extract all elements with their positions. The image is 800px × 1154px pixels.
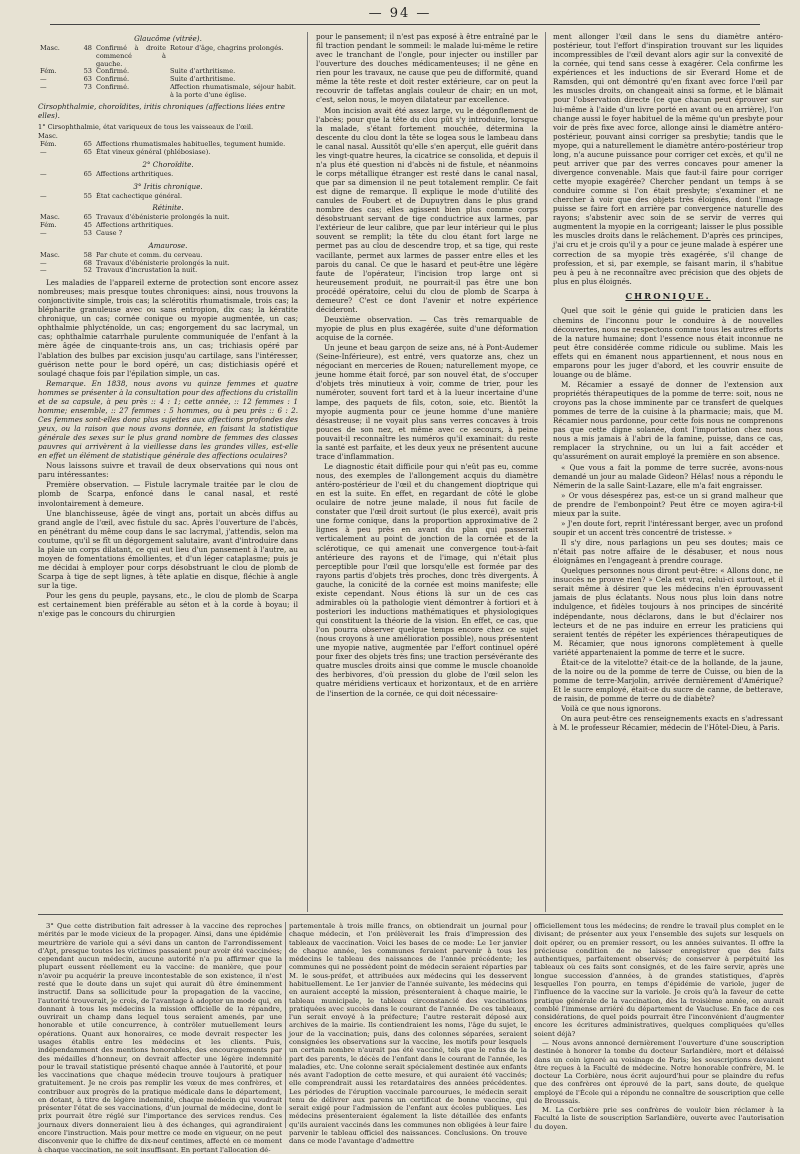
section-rule	[38, 914, 783, 915]
age-cell: 65	[83, 140, 92, 149]
paragraph: Était-ce de la vitelotte? était-ce de la hollande, de la jaune, de la noire ou de la pomme de terre de Cuisse, ou bien de la pomme de terre-Marjolin, arrivée dernièrement d'Amérique? Et le sucre employé, était-ce du sucre de canne, de betterave, de raisin, de pomme de terre ou de diabète?	[553, 657, 783, 704]
note-cell: Suite d'arthritisme.	[170, 67, 236, 76]
paragraph: Quel que soit le génie qui guide le praticien dans les chemins de l'inconnu pour le conduire à de nouvelles découvertes, nous ne respectons comme tous les autres efforts de la nature humaine; dont l'essence nous était inconnue ne peut être considérée comme ridicule ou sublime. Mais les effets qui en émanent nous appartiennent, et nous nous en emparons pour les juger d'abord, et les couvrir ensuite de louange ou de blâme.	[553, 306, 783, 379]
paragraph: 3° Que cette distribution fait adresser à la vaccine des reproches mérités par le mode vicieux de la propager. Ainsi, dans une épidémie meurtrière de variole qui a sévi dans un canton de l'arrondissement d'Apt, presque toutes les victimes passaient pour avoir été vaccinées; cependant aucun médecin, aucune autorité n'a pu affirmer que la plupart eussent réellement eu la vaccine: de manière, que pour n'avoir pu acquérir la preuve incontestable de son existence, il n'est resté que le doute dans un sujet qui aurait dû être éminemment instructif. Dans sa sollicitude pour la propagation de la vaccine, l'autorité trouverait, je crois, de l'avantage à adopter un mode qui, en donnant à tous les médecins la mission officielle de la répandre, ouvrirait un champ dans lequel tous seraient amenés, par une honorable et utile concurrence, à contrôler mutuellement leurs opérations. Quant aux honoraires, ce mode devrait respecter les usages établis entre les médecins et les clients. Puis, indépendamment des mentions honorables, des encouragements par des médailles d'honneur, on devrait affecter une légère indemnité pour le travail statistique présenté chaque année à l'autorité, et pour les vaccinations que chaque médecin trouve toujours à pratiquer gratuitement. Je ne crois pas remplir les vœux de mes confrères, et contribuer aux progrès de la pratique médicale dans le département, en dotant, à titre de légère indemnité, chaque médecin qui voudrait présenter l'état de ses vaccinations, d'un journal de médecine, dont le prix pourrait être réglé sur l'importance des services rendus. Ces journaux divers donneraient lieu à des échanges, qui agrandiraient encore l'instruction. Mais pour mettre ce mode en vigueur, on ne peut disconvenir que le chiffre de dix-neuf centimes, affecté en ce moment à chaque vaccination, ne soit insuffisant. En portant l'allocation dé-	[38, 922, 282, 1154]
age-cell: 52	[83, 266, 92, 275]
note-cell: Travaux d'ébénisterie prolongés la nuit.	[96, 258, 230, 267]
sex-cell: Masc.	[40, 213, 60, 222]
sex-cell: Fém.	[40, 221, 57, 230]
amaurose-label: Amaurose.	[148, 240, 188, 250]
retinite-label: Rétinite.	[152, 203, 184, 213]
note-cell: Cause ?	[96, 228, 123, 237]
sex-cell: Fém.	[40, 67, 57, 76]
paragraph: Pour les gens du peuple, paysans, etc., le clou de plomb de Scarpa est certainement bien préférable au séton et à la corde à boyau; il n'exige pas le concours du chirurgien	[38, 591, 298, 619]
paragraph: pour le pansement; il n'est pas exposé à être entraîné par le fil traction pendant le sommeil: le malade lui-même le retire avec le tranchant de l'ongle, pour injecter ou instiller par l'ouverture des douches médicamenteuses; il ne gêne en rien pour les travaux, ne cause que peu de difformité, quand même la tête reste et doit rester extérieure, car on peut la recouvrir de taffetas anglais couleur de chair; en un mot, c'est, selon nous, le moyen dilatateur par excellence.	[316, 32, 538, 105]
sex-cell: —	[40, 82, 47, 91]
table-row	[38, 193, 298, 201]
paragraph: Nous laissons suivre et travail de deux observations qui nous ont paru intéressantes:	[38, 461, 298, 480]
column-divider	[530, 922, 531, 1128]
sex-cell: —	[40, 191, 47, 200]
page-number: — 94 —	[368, 6, 432, 21]
column-header: Masc.	[38, 131, 58, 140]
choroid-label: 2° Choroïdite.	[142, 159, 194, 169]
paragraph: Une blanchisseuse, âgée de vingt ans, portait un abcès diffus au grand angle de l'œil, avec fistule du sac. Après l'ouverture de l'abcès, en pénétrant du même coup dans le sac lacrymal, j'attendis, selon ma coutume, qu'il se fît un dégorgement salutaire, avant d'introduire dans la plaie un corps dilatant, ce qui eut lieu d'un pansement à l'autre, au moyen de fomentations émollientes, et d'un léger cataplasme; puis je me décidai à employer pour corps désobstruant le clou de plomb de Scarpa à tige de sept lignes, à tête aplatie en disque, fléchie à angle sur la tige.	[38, 508, 298, 591]
paragraph: On aura peut-être ces renseignements exacts en s'adressant à M. le professeur Récamier, médecin de l'Hôtel-Dieu, à Paris.	[553, 714, 783, 733]
column-divider	[545, 32, 546, 912]
paragraph: Il s'y dire, nous parlagions un peu ses doutes; mais ce n'était pas notre affaire de le désabuser, et nous nous éloignâmes en l'engageant à prendre courage.	[553, 538, 783, 566]
note-cell: Retour d'âge, chagrins prolongés.	[170, 44, 284, 53]
paragraph: M. La Corbière prie ses confrères de vouloir bien réclamer à la Faculté la liste de souscription Sarlandière, ouverte avec l'autorisation du doyen.	[534, 1106, 784, 1131]
age-cell: 58	[83, 250, 92, 259]
glaucome-title: Glaucôme (vitrée).	[134, 34, 202, 43]
paragraph: partementale à trois mille francs, on obtiendrait un journal pour chaque médecin, et l'on prélèverait les frais d'impression des tableaux de vaccination. Voici les bases de ce mode: Le 1er janvier de chaque année, les communes feraient parvenir à tous les médecins le tableau des naissances de l'année précédente; les communes qui ne possèdent point de médecin seraient réparties par M. le sous-préfet, et attribuées aux médecins qui les desservent habituellement. Le 1er janvier de l'année suivante, les médecins qui en auraient accepté la mission, présenteraient à chaque mairie, le tableau municipale, le tableau circonstancié des vaccinations pratiquées avec succès dans le courant de l'année. De ces tableaux, l'un serait envoyé à la préfecture; l'autre resterait déposé aux archives de la mairie. Ils contiendraient les noms, l'âge du sujet, le jour de la vaccination; puis, dans des colonnes séparées, seraient consignées les observations sur la vaccine, les motifs pour lesquels un certain nombre n'aurait pas été vacciné, tels que le refus de la part des parents, le décès de l'enfant dans le courant de l'année, les maladies, etc. Une colonne serait spécialement destinée aux enfants nés avant l'adoption de cette mesure, et qui auraient été vaccinés; elle comprendrait aussi les retardataires des années précédentes. Les périodes de l'éruption vaccinale parcourues, le médecin serait tenu de délivrer aux parens un certificat de bonne vaccine, qui serait exigé pour l'admission de l'enfant aux écoles publiques. Les médecins présenteraient également la liste détaillée des enfants qu'ils auraient vaccinés dans les communes non obligées à leur faire parvenir le tableau officiel des naissances. Conclusions. On trouve dans ce mode l'avantage d'admettre	[289, 922, 527, 1146]
retinite-table	[38, 214, 298, 237]
paragraph: Voilà ce que nous ignorons.	[561, 704, 662, 714]
sex-cell: Masc.	[40, 44, 60, 53]
sex-cell: Masc.	[40, 250, 60, 259]
diag-cell: Confirmé.	[96, 82, 130, 91]
paragraph: Les maladies de l'appareil externe de protection sont encore assez nombreuses; mais presque toutes chroniques: ainsi, nous trouvons la conjonctivite simple, trois cas; la sclérotitis rhumatismale, trois cas; la blépharite granuleuse avec ou sans entropion, dix cas; la kératite chronique, un cas; cornée conique ou myopie augmentée, un cas; ophthalmie phlycténoïde, un cas; engorgement du sac lacrymal, un cas; ophthalmie catarrhale purulente communiquée de l'enfant à la mère âgée de cinquante-trois ans, un cas; trichiasis opéré par l'ablation des bulbes par excision jusqu'au cartilage, sans l'intéresser, guérison nette pour le bord opéré, un cas; distichiasis opéré et soulagé chaque fois par l'épilation simple, un cas.	[38, 278, 298, 378]
iritis-label: 3° Iritis chronique.	[133, 181, 203, 191]
table-row	[38, 68, 298, 76]
diag-cell: Confirmé.	[96, 75, 130, 84]
note-cell: Affections rhumatismales habituelles, tegument humide.	[96, 140, 286, 149]
sex-cell: —	[40, 75, 47, 84]
note-cell: Travaux d'incrustation la nuit.	[96, 266, 198, 275]
sex-cell: Fém.	[40, 140, 57, 149]
age-cell: 65	[83, 169, 92, 178]
diag-cell: Confirmé.	[96, 67, 130, 76]
column-divider	[285, 922, 286, 1128]
paragraph: Le diagnostic était difficile pour qui n'eût pas eu, comme nous, des exemples de l'allongement acquis du diamètre antéro-postérieur de l'œil et du changement dioptrique qui en est la suite. En effet, en regardant de côté le globe oculaire de notre jeune malade, il nous fut facile de constater que l'œil droit surtout (le plus exercé), avait pris une forme conique, dans la proportion approximative de 2 lignes à peu près en avant du plan qui passerait verticalement au point de jonction de la cornée et de la sclérotique, ce qui amenait une convergence tout-à-fait antérieure des rayons et de l'image, qui n'était plus perceptible pour l'œil que lorsqu'elle est formée par des rayons partis d'objets très proches, donc très divergents. À gauche, la conicité de la cornée est moins manifeste; elle existe cependant. Nous étions là sur un de ces cas admirables où la pathologie vient démontrer à fortiori et à posteriori les inductions mathématiques et physiologiques qui constituent la théorie de la vision. En effet, ce cas, que l'on pourra observer quelque temps encore chez ce sujet (nous croyons à une amélioration possible), nous présentent une myopie native, augmentée par l'effort continuel opéré pour fixer des objets très fins; une traction persévérante des quatre muscles droits ainsi que comme le muscle choanoïde des herbivores, d'où pression du globe de l'œil selon les quatre méridiens verticaux et horizontaux, et de en arrière de l'insertion de la cornée, ce qui doit nécessaire-	[316, 461, 538, 698]
paragraph: — Nous avons annoncé dernièrement l'ouverture d'une souscription destinée à honorer la tombe du docteur Sarlandière, mort et délaissé dans un coin ignoré au voisinage de Paris; les souscriptions devaient être reçues à la Faculté de médecine. Notre honorable confrère, M. le docteur La Corbière, nous écrit aujourd'hui pour se plaindre du refus que des confrères ont éprouvé de la part, sans doute, de quelque employé de l'École qui a répondu ne connaître de souscription que celle de Broussais.	[534, 1038, 784, 1105]
cirsoph-title: Cirsophthalmie, choroïdites, iritis chroniques (affections liées entre elles).	[38, 102, 285, 121]
note-cell: Par chute et comm. du cerveau.	[96, 250, 203, 259]
paragraph: « Que vous a fait la pomme de terre sucrée, avons-nous demandé un jour au malade Gideon? Hélas! nous a répondu le Némerin de la salle Saint-Lazare, elle m'a fait engraisser.	[553, 462, 783, 490]
column-3	[553, 32, 783, 912]
note-cell: État cachectique général.	[96, 191, 183, 200]
paragraph: ment allonger l'œil dans le sens du diamètre antéro-postérieur, tout l'effort d'inspiration trouvant sur les liquides incompressibles de l'œil devant alors agir sur la convexité de la cornée, qui tend sans cesse à exagérer. Cela confirme les expériences et les inductions de sir Everard Home et de Ramsden, qui ont démontré qu'en fixant avec force l'œil par les muscles droits, on changeait ainsi sa forme, et le blâmait pour l'observation directe (ce que chacun peut éprouver sur lui-même à l'aide d'un livre porté en avant ou en arrière), l'on change aussi le foyer habituel de la même qu'un presbyte pour voir de près fixe avec force, allonge ainsi le diamètre antéro-postérieur, pouvant ainsi corriger sa presbytie; tandis que le myope, qui a naturellement le diamètre antéro-postérieur trop long, n'a aucune puissance pour corriger cet excès, et qu'il ne peut arriver que par des verres concaves pour amener la divergence convenable. Mais que faut-il faire pour corriger cette myopie exagérée? Chercher pendant un temps à se conduire comme si l'on était presbyte; s'examiner et ne chercher à voir que des objets très éloignés, dont l'image puisse se faire fort en arrière par convergence naturelle des rayons; s'abstenir avec soin de se servir de verres qui augmentent la myopie en la corrigeant; laisser le plus possible les muscles droits dans le relâchement. D'après ces principes, j'ai cru et je crois qu'il y a pour ce jeune malade à espérer une correction de sa myopie très exagérée, s'il change de profession, et si, par exemple, se faisant marin, il s'habitue peu à peu à ne reconnaître avec précision que des objets de plus en plus éloignés.	[553, 32, 783, 286]
age-cell: 65	[83, 147, 92, 156]
paragraph: Quelques personnes nous diront peut-être: « Allons donc, ne insuccès ne prouve rien? » Cela est vrai, celui-ci surtout, et il serait même à désirer que les médecins n'en éprouvassent jamais de plus éclatants. Nous nous plus loin dans notre indulgence, et fidèles toujours à nos principes de sincérité indépendante, nous déclarons, dans le but d'éclairer nos lecteurs et de ne pas induire en erreur les praticiens qui seraient tentés de répéter les expériences thérapeutiques de M. Récamier, que nous ignorons complètement à quelle variété appartenaient la pomme de terre et le sucre.	[553, 566, 783, 657]
age-cell: 55	[83, 191, 92, 200]
note-cell: Suite d'arthritisme.	[170, 75, 236, 84]
glaucome-table	[38, 45, 298, 99]
paragraph: » J'en doute fort, reprit l'intéressant berger, avec un profond soupir et un accent très concentré de tristesse. »	[553, 518, 783, 537]
top-rule	[50, 24, 760, 25]
age-cell: 63	[83, 75, 92, 84]
sex-cell: —	[40, 147, 47, 156]
chronique-heading: CHRONIQUE.	[625, 291, 711, 302]
age-cell: 48	[83, 44, 92, 53]
age-cell: 65	[83, 213, 92, 222]
age-cell: 45	[83, 221, 92, 230]
bottom-column-1	[38, 922, 282, 1154]
note-cell: Travaux d'ébénisterie prolongés la nuit.	[96, 213, 230, 222]
paragraph: Un jeune et beau garçon de seize ans, né à Pont-Audemer (Seine-Inférieure), est entré, vers quatorze ans, chez un négociant en merceries de Rouen; naturellement myope, ce jeune homme était forcé, par son nouvel état, de s'occuper d'objets très minutieux à voir, comme de trier, pour les numéroter, souvent fort tard et à la lueur incertaine d'une lampe, des paquets de fils, coton, soie, etc. Bientôt la myopie augmenta pour ce jeune homme d'une manière désastreuse; il ne voyait plus sans verres concaves à trois pouces de son nez, et même avec ce secours, à peine pouvait-il reconnaître les numéros qu'il examinait: du reste la santé est parfaite, et les deux yeux ne présentent aucune trace d'inflammation.	[316, 343, 538, 461]
bottom-column-2	[289, 922, 527, 1146]
column-2	[316, 32, 538, 912]
column-divider	[307, 32, 308, 912]
age-cell: 53	[83, 67, 92, 76]
table-row	[38, 45, 298, 68]
table-row	[38, 230, 298, 238]
paragraph: M. Récamier a essayé de donner de l'extension aux propriétés thérapeutiques de la pomme de terre: soit, nous ne croyons pas la chose imminente par ce transfert de quelques pommes de terre de la cuisine à la pharmacie; mais, que M. Récamier nous pardonne, pour cette fois nous ne comprenons pas que cette digne solanée, dont l'importation chez nous nous a mis jamais à l'abri de la famine, puisse, dans ce cas, remplacer la strychnine, ou un lui a fait accéder et qu'assurément on aurait employé la première en son absence.	[553, 379, 783, 462]
paragraph: Remarque. En 1838, nous avons vu quinze femmes et quatre hommes se présenter à la consultation pour des affections du cristallin et de sa capsule, à peu près :: 4 : 1; cette année, :: 12 femmes : 1 homme; ensemble, :: 27 femmes : 5 hommes, ou à peu près :: 6 : 2. Ces femmes sont-elles donc plus sujettes aux affections profondes des yeux, ou la raison que nous avons donnée, en faisant la statistique générale des sexes sur le plus grand nombre de femmes des classes pauvres qui arrivèrent à la vieillesse dans les grandes villes, est-elle en effet un élément de statistique générale des affections oculaires?	[38, 378, 298, 461]
observation-heading: Première observation. — Fistule lacrymale traitée par le clou de plomb de Scarpa, enfoncé dans le canal nasal, et resté involontairement à demeure.	[38, 480, 298, 508]
age-cell: 73	[83, 82, 92, 91]
iritis-table	[38, 193, 298, 201]
note-cell: Affections arthritiques.	[96, 169, 174, 178]
table-row	[38, 267, 298, 275]
age-cell: 68	[83, 258, 92, 267]
cirsoph-table	[38, 141, 298, 157]
paragraph: officiellement tous les médecins; de rendre le travail plus complet en le divisant; de présenter aux yeux l'ensemble des sujets sur lesquels on doit opérer, ou en premier ressort, ou les années suivantes. Il offre la précieuse condition de ne laisser enregistrer que des faits authentiques, parfaitement observés; de conserver à perpétuité les tableaux où ces faits sont consignés, et de les faire servir, après une longue succession d'années, à de grandes statistiques, d'après lesquelles l'on pourra, en temps d'épidémie de variole, juger de l'influence de la vaccine sur la variole. Je crois qu'à la faveur de cette pratique générale de la vaccination, dès la troisième année, on aurait comblé l'immense arriéré du département de Vaucluse. En face de ces considérations, de quel poids pourrait être l'inconvénient d'augmenter encore les écritures administratives, quelques compliquées qu'elles soient déjà?	[534, 922, 784, 1038]
note-cell: Affection rhumatismale, séjour habit. à la porte d'une église.	[170, 82, 296, 99]
table-row	[38, 222, 298, 230]
sex-cell: —	[40, 266, 47, 275]
paragraph: » Or vous désespérez pas, est-ce un si grand malheur que de prendre de l'embonpoint? Peut être ce moyen agira-t-il mieux par la suite.	[553, 490, 783, 518]
sex-cell: —	[40, 258, 47, 267]
bottom-column-3	[534, 922, 784, 1131]
table-row	[38, 171, 298, 179]
note-cell: Affections arthritiques.	[96, 221, 174, 230]
observation-heading: Deuxième observation. — Cas très remarquable de myopie de plus en plus exagérée, suite d'une déformation acquise de la cornée.	[316, 314, 538, 343]
table-row	[38, 149, 298, 157]
age-cell: 53	[83, 228, 92, 237]
sex-cell: —	[40, 228, 47, 237]
choroid-table	[38, 171, 298, 179]
diag-cell: Confirmé à droite commencé à gauche.	[96, 44, 166, 68]
sex-cell: —	[40, 169, 47, 178]
table-row	[38, 84, 298, 100]
amaurose-table	[38, 252, 298, 275]
paragraph: Mon incision avait été assez large, vu le dégonflement de l'abcès; pour que la tête du clou pût s'y introduire, lorsque la malade, s'étant fortement mouchée, détermina la descente du clou dont la tête se logea sous le lambeau dans le canal nasal. Aussitôt qu'elle s'en aperçut, elle guérit dans les vingt-quatre heures, la cicatrice se consolida, et depuis il n'a plus été question ni d'abcès ni de fistule, et néanmoins le corps métallique étranger est resté dans le canal nasal, que par sa dimension il ne peut totalement remplir. Ce fait est digne de remarque. Il explique le mode d'utilité des canules de Foubert et de Dupuytren dans le plus grand nombre des cas; elles agissent bien plus comme corps désobstruant servant de tige conductrice aux larmes, par l'extérieur de leur calibre, que par leur intérieur qui le plus souvent se remplit; la tête du clou étant fort large ne permet pas au clou de descendre trop, et sa tige, qui reste vacillante, permet aux larmes de passer entre elles et les parois du canal. Ce que le hasard et peut-être une légère faute de l'opérateur, l'incision trop large ont si heureusement produit, ne pourrait-il pas être une bon procédé opératoire, celui du clou de plomb de Scarpa à demeure? C'est ce dont l'avenir et notre expérience décideront.	[316, 105, 538, 314]
cirsoph-sub: 1° Cirsophthalmie, état variqueux de tous les vaisseaux de l'œil.	[38, 122, 254, 131]
note-cell: État vineux général (phlébosiase).	[96, 147, 211, 156]
column-1	[38, 32, 298, 912]
